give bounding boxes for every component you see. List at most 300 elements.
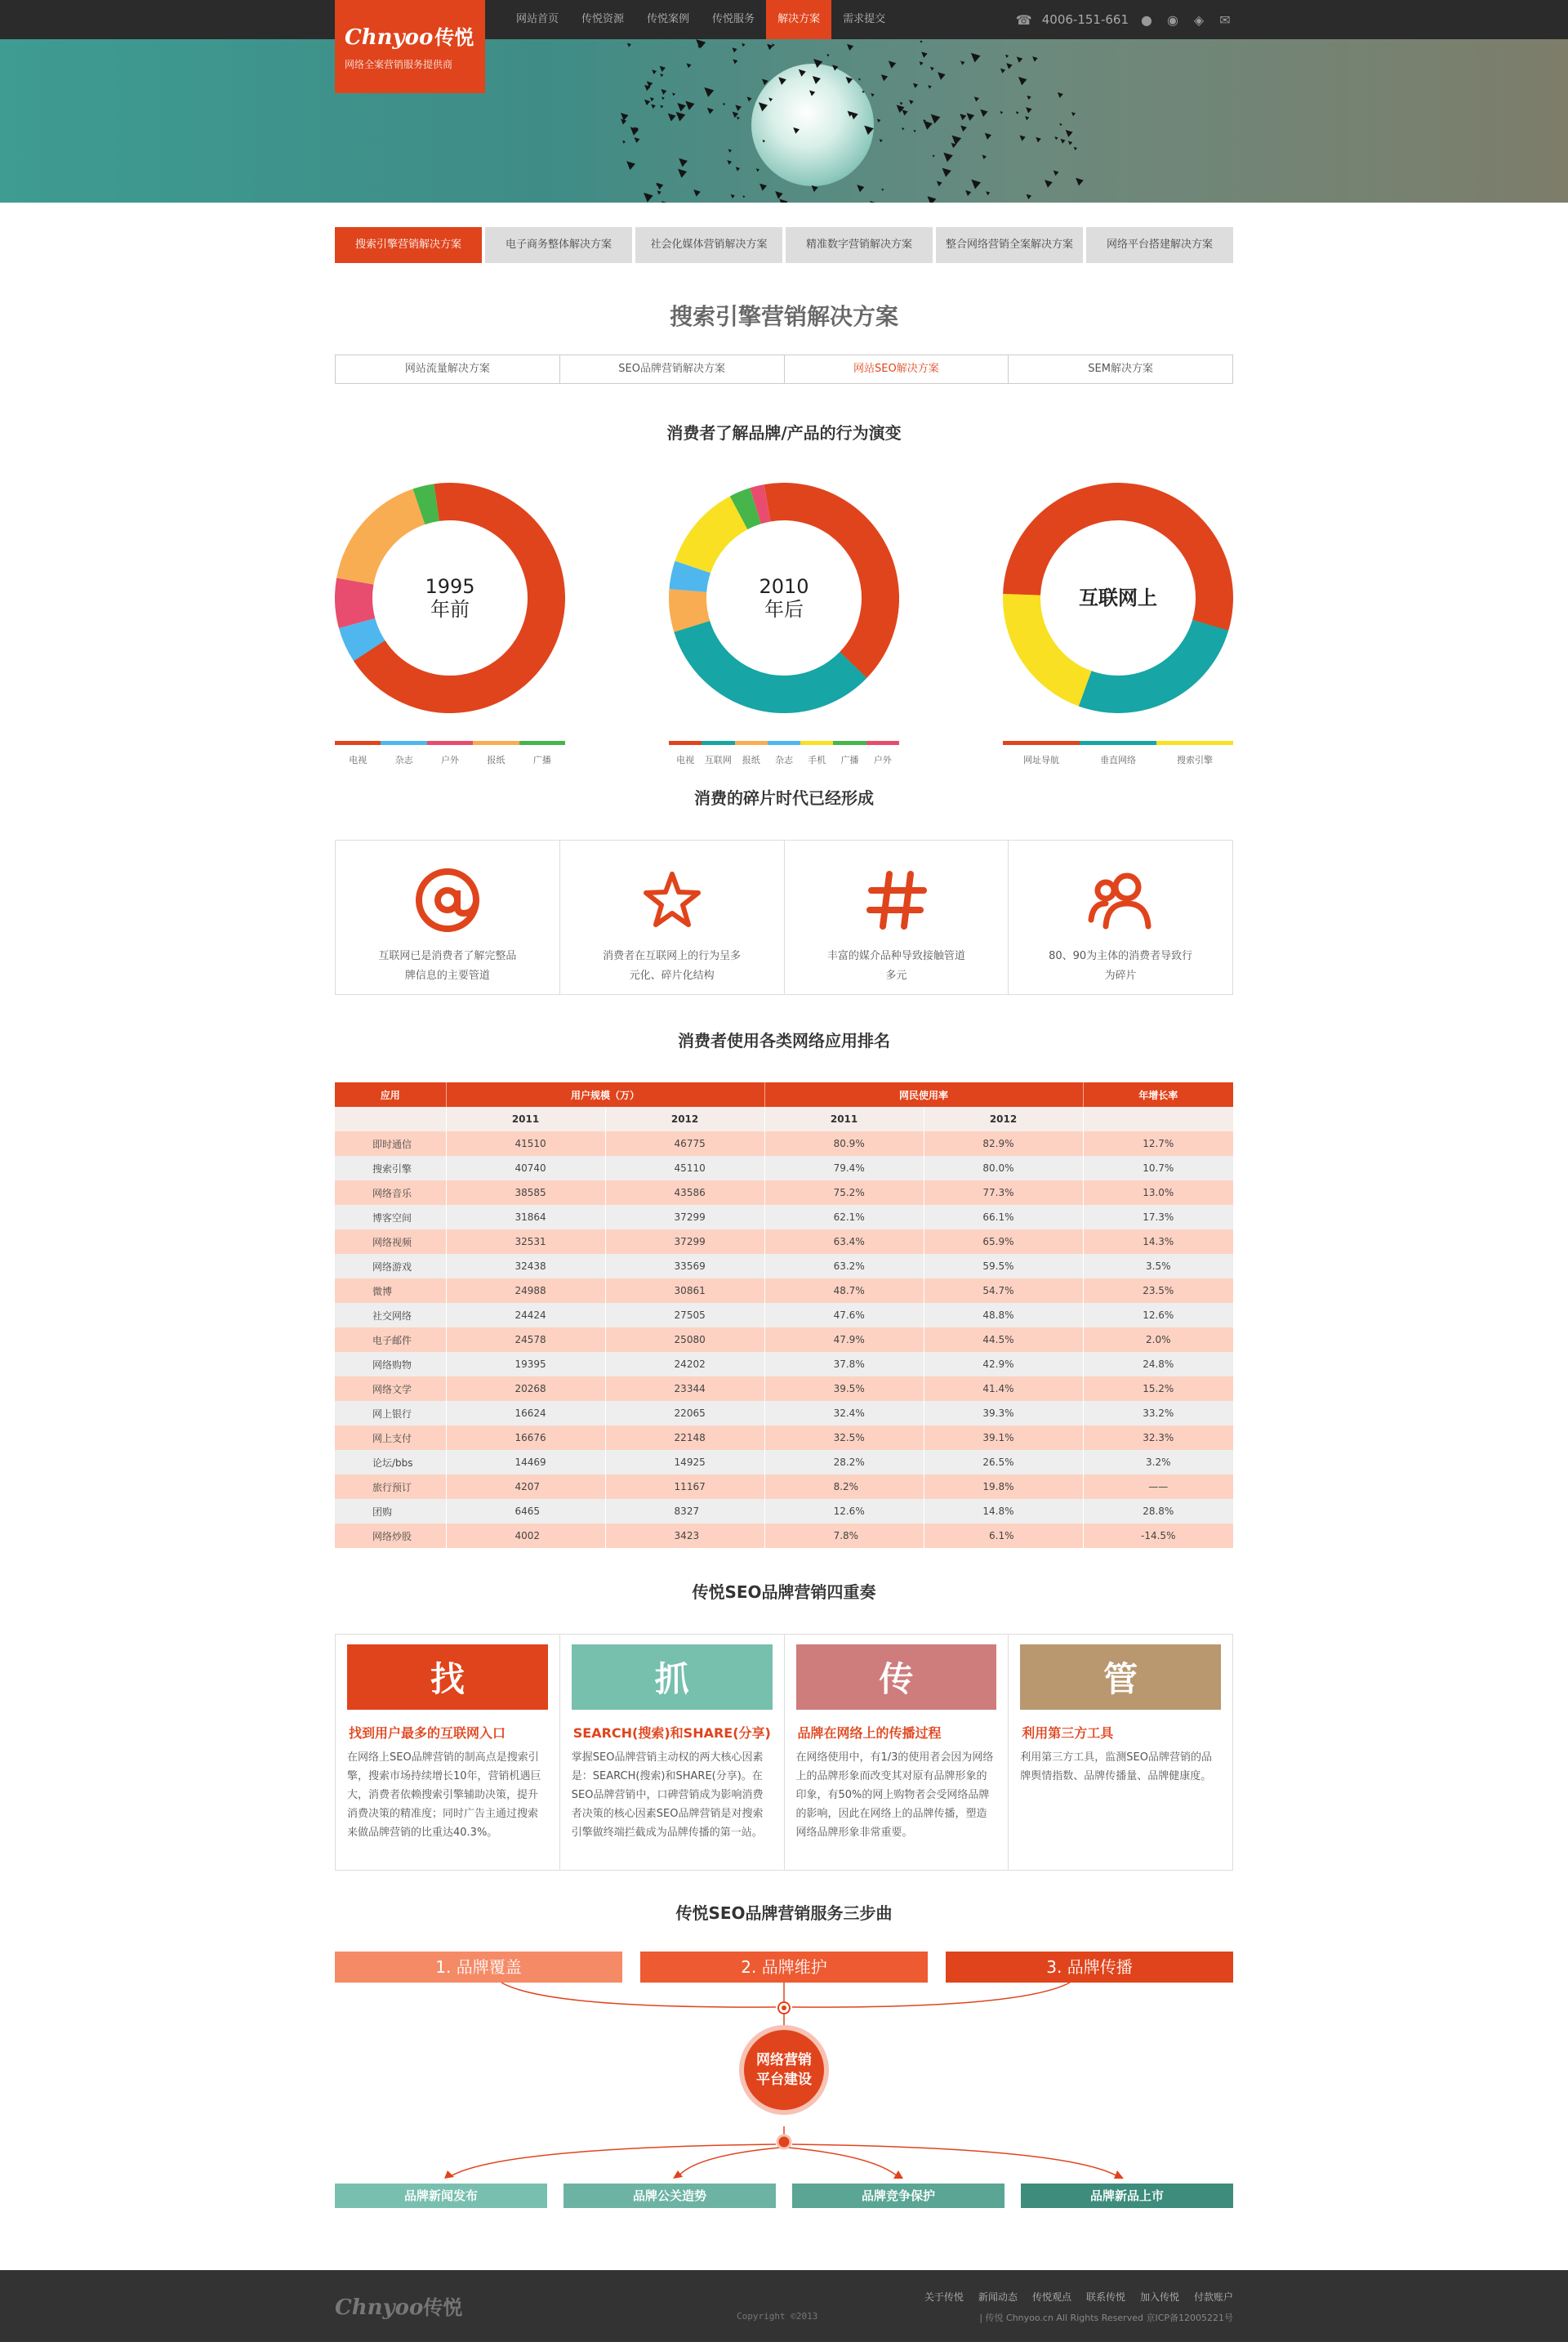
donut-chart: [1003, 483, 1233, 765]
shard: [1036, 137, 1041, 143]
legend-label: 互联网: [704, 755, 732, 765]
steps-diagram: [335, 1952, 1233, 2221]
shard: [737, 117, 740, 120]
shard: [924, 121, 933, 130]
legend-label: 广播: [840, 755, 859, 765]
legend-swatch: [519, 741, 565, 745]
donut-label-line: 年前: [430, 598, 470, 621]
shard: [1066, 130, 1073, 137]
shard: [980, 109, 987, 117]
shard: [847, 44, 853, 51]
shard: [938, 72, 946, 80]
shard: [661, 89, 666, 95]
table-row: [335, 1303, 1233, 1327]
donut-center-label: [669, 483, 899, 713]
hero-banner: [0, 39, 1568, 203]
quartet-char: 找: [347, 1644, 548, 1710]
table-cell: 37299: [605, 1229, 764, 1254]
shard: [832, 65, 838, 70]
table-cell: 39.3%: [924, 1401, 1083, 1425]
sub-tabs: [335, 355, 1233, 384]
shard: [767, 44, 773, 50]
shard: [1018, 77, 1027, 85]
table-cell: 23.5%: [1083, 1278, 1233, 1303]
quartet-char: 管: [1020, 1644, 1221, 1710]
shard: [813, 76, 821, 84]
legend-swatch: [702, 741, 734, 745]
phone-number: 4006-151-661: [1041, 12, 1129, 27]
table-row: [335, 1352, 1233, 1376]
table-cell: 8.2%: [764, 1474, 924, 1499]
table-row: [335, 1523, 1233, 1548]
quartet-body: 利用第三方工具，监测SEO品牌营销的品牌舆情指数、品牌传播量、品牌健康度。: [1020, 1751, 1212, 1782]
shard: [762, 79, 768, 86]
table-cell: 16624: [446, 1401, 605, 1425]
solution-tab[interactable]: 电子商务整体解决方案: [485, 227, 632, 263]
shard: [723, 103, 725, 105]
table-cell: 17.3%: [1083, 1205, 1233, 1229]
shard: [660, 105, 663, 109]
center-line: 平台建设: [756, 2072, 812, 2088]
table-cell: 19395: [446, 1352, 605, 1376]
table-cell: 4207: [446, 1474, 605, 1499]
table-cell: 63.4%: [764, 1229, 924, 1254]
fragment-cell: [1009, 841, 1232, 994]
table-cell: 12.6%: [1083, 1303, 1233, 1327]
table-cell: 社交网络: [335, 1303, 446, 1327]
table-cell: 24578: [446, 1327, 605, 1352]
shard: [1054, 136, 1058, 140]
nav-item[interactable]: 需求提交: [843, 13, 886, 25]
shard: [862, 91, 865, 93]
legend-label: 户外: [873, 755, 892, 765]
table-cell: 10.7%: [1083, 1156, 1233, 1180]
step-box: 2. 品牌维护: [640, 1952, 928, 1983]
shard: [1071, 112, 1076, 116]
connector-line: [678, 2148, 780, 2177]
shard: [687, 63, 692, 68]
shard: [826, 54, 829, 56]
shard: [928, 196, 937, 203]
quartet-cell: [1009, 1635, 1232, 1870]
shard: [778, 77, 786, 85]
section-title-quartet: 传悦SEO品牌营销四重奏: [692, 1582, 876, 1602]
footer-copyright: Copyright ©2013: [737, 2311, 818, 2322]
table-cell: 41510: [446, 1131, 605, 1156]
solution-tab[interactable]: 社会化媒体营销解决方案: [635, 227, 782, 263]
quartet-body: 在网络使用中，有1/3的使用者会因为网络上的品牌形象而改变其对原有品牌形象的印象，有50%的网上购物者会受网络品牌的影响，因此在网络上的品牌传播，塑造网络品牌形象非常重要。: [795, 1751, 994, 1839]
shard: [937, 181, 942, 186]
sub-tab[interactable]: SEM解决方案: [1088, 363, 1153, 375]
shard: [742, 43, 745, 47]
table-cell: 32.3%: [1083, 1425, 1233, 1450]
table-cell: 旅行预订: [335, 1474, 446, 1499]
table-cell: 48.7%: [764, 1278, 924, 1303]
legend-label: 报纸: [487, 755, 506, 765]
shard: [877, 118, 881, 123]
shard: [799, 69, 806, 77]
table-cell: 即时通信: [335, 1131, 446, 1156]
sub-year: 2011: [446, 1107, 605, 1131]
footer-link[interactable]: 关于传悦: [924, 2291, 964, 2303]
table-cell: 27505: [605, 1303, 764, 1327]
shard: [986, 191, 990, 195]
footer-logo[interactable]: Chnyoo传悦: [335, 2295, 463, 2320]
shard: [902, 109, 908, 115]
shard: [1000, 111, 1004, 114]
outcome-box: 品牌新闻发布: [335, 2184, 547, 2208]
table-cell: 37.8%: [764, 1352, 924, 1376]
shard: [678, 169, 687, 178]
shard: [733, 59, 737, 64]
legend-labels: [1003, 753, 1233, 766]
table-cell: 14469: [446, 1450, 605, 1474]
table-cell: 13.0%: [1083, 1180, 1233, 1205]
shard: [779, 199, 787, 203]
table-cell: 6.1%: [924, 1523, 1083, 1548]
quartet-cell: [785, 1635, 1009, 1870]
table-cell: 66.1%: [924, 1205, 1083, 1229]
shard: [1045, 180, 1053, 188]
table-cell: 12.6%: [764, 1499, 924, 1523]
table-cell: 3423: [605, 1523, 764, 1548]
table-row: [335, 1499, 1233, 1523]
table-cell: 3.5%: [1083, 1254, 1233, 1278]
table-row: [335, 1327, 1233, 1352]
outcome-box: 品牌新品上市: [1021, 2184, 1233, 2208]
shard: [914, 130, 916, 132]
table-cell: 77.3%: [924, 1180, 1083, 1205]
table-cell: 38585: [446, 1180, 605, 1205]
table-cell: 42.9%: [924, 1352, 1083, 1376]
table-cell: 31864: [446, 1205, 605, 1229]
shard: [1058, 92, 1063, 98]
step-box: 1. 品牌覆盖: [335, 1952, 622, 1983]
table-cell: 网络炒股: [335, 1523, 446, 1548]
table-row: [335, 1278, 1233, 1303]
legend-swatch: [866, 741, 899, 745]
footer-links: [924, 2290, 1233, 2304]
quartet-grid: [335, 1634, 1233, 1871]
legend-swatch: [335, 741, 381, 745]
table-cell: 网络文学: [335, 1376, 446, 1401]
shard: [668, 114, 676, 122]
shard: [928, 85, 932, 89]
at-icon: [413, 863, 482, 937]
footer-link[interactable]: 联系传悦: [1085, 2291, 1125, 2303]
table-row: [335, 1401, 1233, 1425]
legend-swatch: [833, 741, 866, 745]
ranking-table: [335, 1082, 1233, 1548]
table-cell: 65.9%: [924, 1229, 1083, 1254]
table-cell: 8327: [605, 1499, 764, 1523]
table-cell: 网上银行: [335, 1401, 446, 1425]
table-cell: 40740: [446, 1156, 605, 1180]
logo[interactable]: [335, 0, 485, 93]
quartet-body: 掌握SEO品牌营销主动权的两大核心因素是：SEARCH(搜索)和SHARE(分享)。在SEO品牌营销中，口碑营销成为影响消费者决策的核心因素SEO品牌营销是对搜索引擎做终端拦截成为品牌传播的第一站。: [571, 1751, 764, 1839]
table-cell: ——: [1083, 1474, 1233, 1499]
table-cell: 24424: [446, 1303, 605, 1327]
quartet-char: 抓: [572, 1644, 773, 1710]
donut-label-line: 年后: [764, 598, 804, 621]
table-cell: 网络购物: [335, 1352, 446, 1376]
shard: [967, 113, 975, 121]
table-cell: 80.0%: [924, 1156, 1083, 1180]
shard: [933, 154, 935, 157]
solution-tab[interactable]: 搜索引擎营销解决方案: [335, 227, 482, 263]
table-cell: 4002: [446, 1523, 605, 1548]
shard: [871, 93, 874, 96]
nav-item[interactable]: 传悦案例: [647, 13, 690, 25]
table-cell: 20268: [446, 1376, 605, 1401]
table-cell: 14925: [605, 1450, 764, 1474]
table-cell: 2.0%: [1083, 1327, 1233, 1352]
weibo-icon[interactable]: ◉: [1167, 11, 1178, 28]
fragment-text: 80、90为主体的消费者导致行为碎片: [1049, 950, 1193, 982]
nav-item[interactable]: 网站首页: [516, 13, 559, 25]
legend-labels: [335, 753, 565, 766]
main-nav: [505, 0, 897, 39]
section-title-ranking: 消费者使用各类网络应用排名: [678, 1031, 890, 1051]
shard: [731, 194, 735, 199]
donut-label-line: 互联网上: [1079, 587, 1157, 609]
legend-swatch: [1156, 741, 1233, 745]
table-cell: 搜索引擎: [335, 1156, 446, 1180]
shard: [707, 108, 714, 114]
center-line: 网络营销: [756, 2052, 812, 2068]
shard: [920, 41, 922, 43]
nav-item[interactable]: 传悦资源: [581, 13, 625, 25]
table-cell: 63.2%: [764, 1254, 924, 1278]
table-cell: 7.8%: [764, 1523, 924, 1548]
shard: [733, 112, 739, 118]
shard: [881, 189, 884, 191]
shard: [960, 60, 964, 65]
shard: [846, 77, 853, 84]
donut-label-line: 2010: [759, 575, 809, 598]
shard: [1061, 139, 1066, 144]
table-cell: 39.1%: [924, 1425, 1083, 1450]
fragment-cell: [785, 841, 1009, 994]
legend-label: 报纸: [742, 755, 760, 765]
shard: [813, 59, 822, 68]
shard: [864, 126, 873, 135]
fragment-cell: [336, 841, 560, 994]
fragment-text: 互联网已是消费者了解完整品牌信息的主要管道: [378, 950, 517, 982]
shard: [1026, 107, 1031, 113]
shard: [1027, 194, 1031, 199]
shard: [644, 193, 653, 203]
sub-year: 2012: [924, 1107, 1083, 1131]
legend-label: 垂直网络: [1100, 755, 1136, 765]
table-cell: 37299: [605, 1205, 764, 1229]
shard: [1032, 56, 1038, 62]
shard: [1025, 116, 1029, 120]
table-cell: 博客空间: [335, 1205, 446, 1229]
table-row: [335, 1376, 1233, 1401]
shard: [652, 69, 657, 74]
shard: [930, 67, 934, 71]
table-cell: 3.2%: [1083, 1450, 1233, 1474]
table-cell: 19.8%: [924, 1474, 1083, 1499]
hash-icon: [862, 863, 930, 937]
table-cell: 28.2%: [764, 1450, 924, 1474]
footer-rights: | 传悦 Chnyoo.cn All Rights Reserved 京ICP备12005221号: [979, 2313, 1233, 2323]
shard: [793, 127, 800, 134]
shard: [679, 158, 688, 167]
shard: [1059, 123, 1062, 126]
table-cell: 论坛/bbs: [335, 1450, 446, 1474]
logo-mark: Chnyoo传悦: [345, 25, 474, 50]
legend-label: 户外: [441, 755, 460, 765]
connector-line: [792, 1983, 1070, 2007]
table-cell: 80.9%: [764, 1131, 924, 1156]
table-cell: 14.8%: [924, 1499, 1083, 1523]
shard: [857, 185, 864, 192]
donut-charts: [335, 483, 1233, 765]
table-cell: 47.9%: [764, 1327, 924, 1352]
shard: [644, 100, 650, 105]
connector-line: [449, 2144, 776, 2177]
shard: [677, 103, 685, 111]
table-cell: 44.5%: [924, 1327, 1083, 1352]
shard: [650, 97, 654, 101]
table-cell: 微博: [335, 1278, 446, 1303]
shard: [662, 201, 667, 203]
table-cell: 75.2%: [764, 1180, 924, 1205]
shard: [881, 74, 888, 81]
table-cell: 39.5%: [764, 1376, 924, 1401]
table-cell: 32.4%: [764, 1401, 924, 1425]
shard: [960, 114, 966, 120]
junction-dot: [777, 2135, 791, 2148]
solution-tab[interactable]: 整合网络营销全案解决方案: [936, 227, 1083, 263]
shard: [943, 153, 953, 163]
solution-tab[interactable]: 精准数字营销解决方案: [786, 227, 933, 263]
shard: [913, 83, 918, 88]
th-growth: 年增长率: [1083, 1082, 1233, 1107]
donut-chart: [335, 483, 565, 765]
center-hub: [739, 2025, 829, 2115]
table-row: [335, 1425, 1233, 1450]
table-cell: 26.5%: [924, 1450, 1083, 1474]
quartet-heading: 品牌在网络上的传播过程: [797, 1725, 942, 1741]
table-cell: -14.5%: [1083, 1523, 1233, 1548]
footer-link[interactable]: 付款账户: [1193, 2291, 1233, 2303]
table-cell: 33569: [605, 1254, 764, 1278]
table-cell: 45110: [605, 1156, 764, 1180]
table-row: [335, 1156, 1233, 1180]
shard: [1068, 141, 1072, 145]
legend-swatch: [669, 741, 702, 745]
table-row: [335, 1254, 1233, 1278]
sub-empty: [1083, 1107, 1233, 1131]
section-title-fragment: 消费的碎片时代已经形成: [694, 788, 874, 808]
shard: [1016, 111, 1019, 114]
footer-link[interactable]: 新闻动态: [978, 2291, 1018, 2303]
shard: [1006, 63, 1012, 69]
shard: [727, 160, 732, 165]
shard: [900, 102, 903, 105]
quartet-heading: SEARCH(搜索)和SHARE(分享): [572, 1725, 771, 1741]
shard: [660, 66, 666, 72]
outcome-box: 品牌竞争保护: [792, 2184, 1004, 2208]
table-cell: 28.8%: [1083, 1499, 1233, 1523]
shard: [760, 184, 767, 191]
shard: [909, 100, 914, 105]
section-title-steps: 传悦SEO品牌营销服务三步曲: [675, 1903, 893, 1923]
table-cell: 15.2%: [1083, 1376, 1233, 1401]
fragment-text: 丰富的媒介品种导致接触管道多元: [826, 950, 965, 982]
nav-item[interactable]: 解决方案: [766, 0, 831, 39]
connector-line: [792, 2144, 1119, 2177]
table-cell: 41.4%: [924, 1376, 1083, 1401]
table-cell: 59.5%: [924, 1254, 1083, 1278]
quartet-heading: 利用第三方工具: [1022, 1725, 1114, 1741]
sub-tab[interactable]: 网站流量解决方案: [336, 355, 560, 383]
legend-bar: [669, 741, 899, 745]
wechat-icon[interactable]: ◈: [1193, 11, 1205, 28]
solution-tab[interactable]: 网络平台搭建解决方案: [1086, 227, 1233, 263]
legend-swatch: [427, 741, 473, 745]
legend-label: 电视: [349, 755, 368, 765]
table-cell: 网络游戏: [335, 1254, 446, 1278]
sub-empty: [335, 1107, 446, 1131]
sub-tab[interactable]: SEO品牌营销解决方案: [560, 355, 785, 383]
qq-icon[interactable]: ●: [1141, 11, 1152, 28]
donut-center-label: [335, 483, 565, 713]
fragment-text: 消费者在互联网上的行为呈多元化、碎片化结构: [603, 950, 742, 982]
table-row: [335, 1229, 1233, 1254]
th-app: 应用: [335, 1082, 446, 1107]
legend-label: 电视: [676, 755, 695, 765]
shard: [756, 168, 760, 172]
shard: [662, 97, 665, 100]
section-title-behavior: 消费者了解品牌/产品的行为演变: [666, 423, 902, 443]
shard: [651, 105, 656, 109]
shard: [1076, 178, 1084, 186]
shard: [775, 191, 782, 199]
table-cell: 32.5%: [764, 1425, 924, 1450]
header-contact: [1016, 0, 1233, 39]
shard: [747, 97, 752, 102]
table-cell: 网络音乐: [335, 1180, 446, 1205]
table-cell: 30861: [605, 1278, 764, 1303]
legend-swatch: [800, 741, 833, 745]
shard: [660, 74, 663, 77]
shard: [971, 53, 981, 63]
legend-bar: [335, 741, 565, 745]
legend-label: 搜索引擎: [1177, 755, 1213, 765]
footer-link[interactable]: 加入传悦: [1139, 2291, 1179, 2303]
footer-link[interactable]: 传悦观点: [1031, 2291, 1071, 2303]
shard: [965, 190, 971, 196]
shard: [672, 93, 675, 96]
table-cell: 网上支付: [335, 1425, 446, 1450]
nav-item[interactable]: 传悦服务: [712, 13, 755, 25]
shard: [982, 155, 987, 159]
table-cell: 79.4%: [764, 1156, 924, 1180]
shard: [812, 185, 818, 192]
table-cell: 62.1%: [764, 1205, 924, 1229]
connector-line: [788, 2148, 898, 2177]
table-cell: 24.8%: [1083, 1352, 1233, 1376]
step-box: 3. 品牌传播: [946, 1952, 1233, 1983]
table-cell: 32531: [446, 1229, 605, 1254]
legend-swatch: [1003, 741, 1080, 745]
mail-icon[interactable]: ✉: [1219, 11, 1231, 28]
sub-tab[interactable]: 网站SEO解决方案: [785, 355, 1009, 383]
